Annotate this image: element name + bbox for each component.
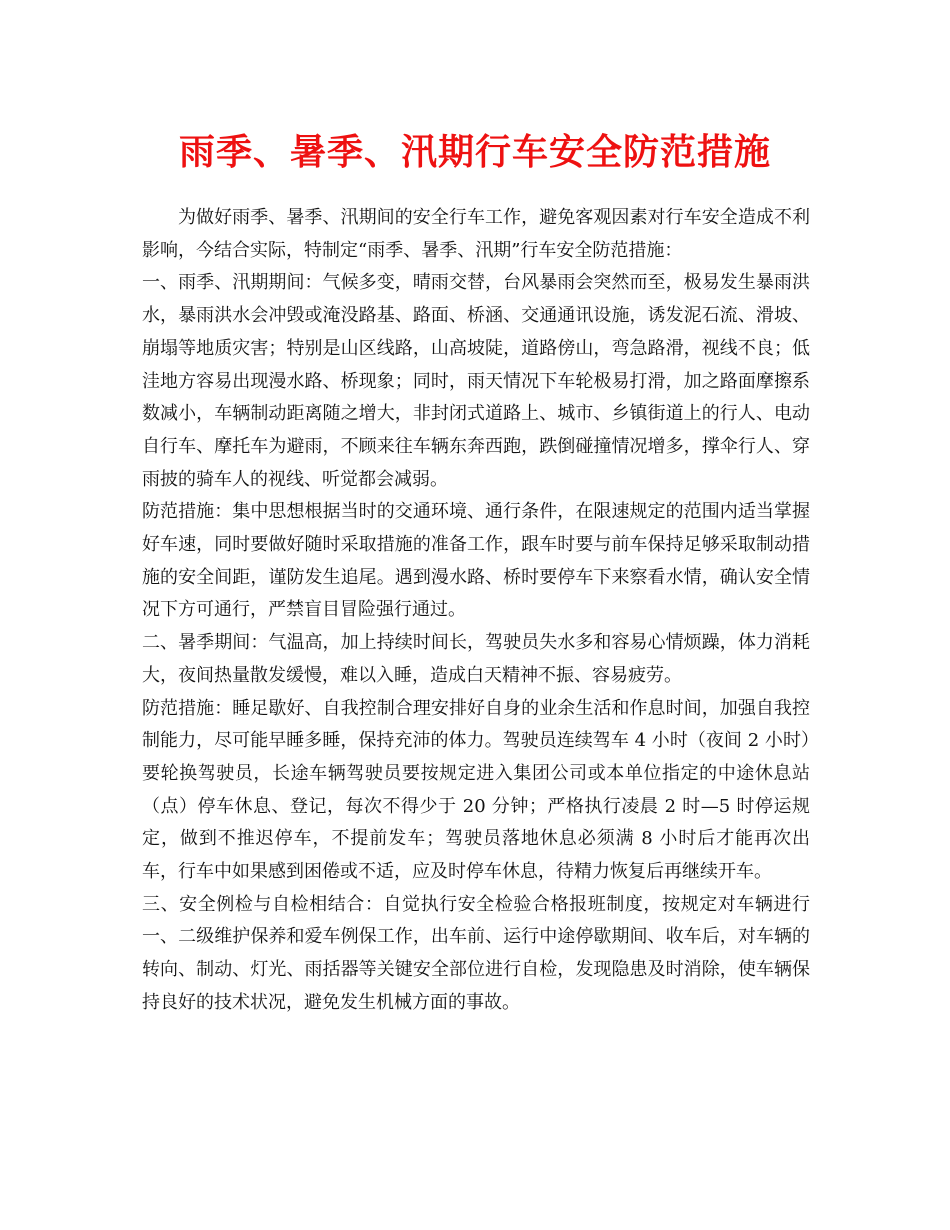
section-1-measures-paragraph: 防范措施：集中思想根据当时的交通环境、通行条件，在限速规定的范围内适当掌握好车速，同时要做好随时采取措施的准备工作，跟车时要与前车保持足够采取制动措施的安全间距，谨防发生追尾。遇到漫水路、桥时要停车下来察看水情，确认安全情况下方可通行，严禁盲目冒险强行通过。 [142,501,810,621]
intro-paragraph: 为做好雨季、暑季、汛期间的安全行车工作，避免客观因素对行车安全造成不利影响，今结合实际，特制定“雨季、暑季、汛期”行车安全防范措施： [142,207,810,261]
section-2-measures-paragraph: 防范措施：睡足歇好、自我控制合理安排好自身的业余生活和作息时间，加强自我控制能力，尽可能早睡多睡，保持充沛的体力。驾驶员连续驾车 4 小时（夜间 2 小时）要轮换驾驶员，长途车辆驾驶员要按规定进入集团公司或本单位指定的中途休息站（点）停车休息、登记，每次不得少于 20 分钟；严格执行凌晨 2 时—5 时停运规定，做到不推迟停车，不提前发车；驾驶员落地休息必须满 8 小时后才能再次出车，行车中如果感到困倦或不适，应及时停车休息，待精力恢复后再继续开车。 [142,697,810,883]
document-title: 雨季、暑季、汛期行车安全防范措施 [178,131,771,173]
section-3-paragraph: 三、安全例检与自检相结合：自觉执行安全检验合格报班制度，按规定对车辆进行一、二级维护保养和爱车例保工作，出车前、运行中途停歇期间、收车后，对车辆的转向、制动、灯光、雨括器等关键安全部位进行自检，发现隐患及时消除，使车辆保持良好的技术状况，避免发生机械方面的事故。 [142,893,810,1013]
section-2-paragraph: 二、暑季期间：气温高，加上持续时间长，驾驶员失水多和容易心情烦躁，体力消耗大，夜间热量散发缓慢，难以入睡，造成白天精神不振、容易疲劳。 [142,632,810,686]
section-1-paragraph: 一、雨季、汛期期间：气候多变，晴雨交替，台风暴雨会突然而至，极易发生暴雨洪水，暴雨洪水会冲毁或淹没路基、路面、桥涵、交通通讯设施，诱发泥石流、滑坡、崩塌等地质灾害；特别是山区线路，山高坡陡，道路傍山，弯急路滑，视线不良；低洼地方容易出现漫水路、桥现象；同时，雨天情况下车轮极易打滑，加之路面摩擦系数减小，车辆制动距离随之增大，非封闭式道路上、城市、乡镇街道上的行人、电动自行车、摩托车为避雨，不顾来往车辆东奔西跑，跌倒碰撞情况增多，撑伞行人、穿雨披的骑车人的视线、听觉都会减弱。 [142,272,810,490]
document-body [142,202,810,1020]
